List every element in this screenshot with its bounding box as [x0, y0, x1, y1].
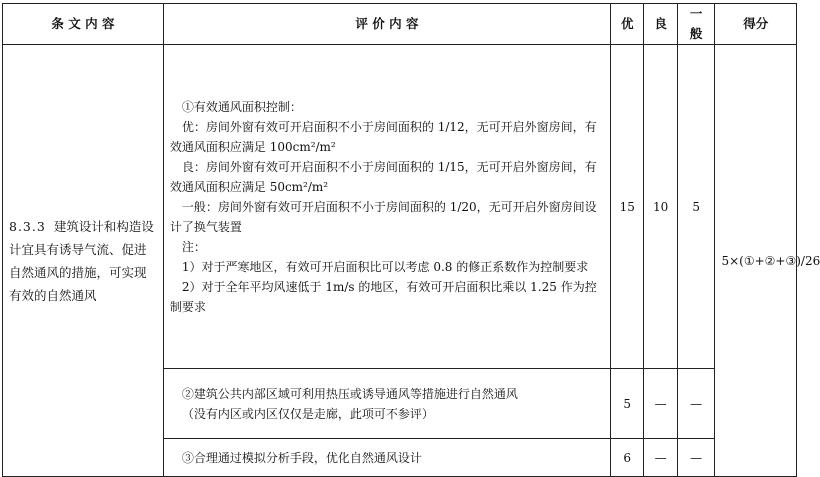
item2-good-score: — — [644, 369, 677, 439]
item2-excellent-score: 5 — [611, 369, 644, 439]
clause-text: 建筑设计和构造设计宜具有诱导气流、促进自然通风的措施，可实现有效的自然通风 — [9, 218, 154, 303]
header-score: 得分 — [715, 4, 797, 45]
item1-good-score: 10 — [644, 45, 677, 369]
clause-cell — [3, 45, 164, 477]
item3-text: ③合理通过模拟分析手段，优化自然通风设计 — [181, 450, 422, 465]
table-row — [3, 45, 797, 369]
item1-title: ①有效通风面积控制： — [181, 99, 302, 114]
item1-note-label: 注： — [181, 239, 206, 254]
item3-general-score: — — [677, 439, 715, 477]
item2-note: （没有内区或内区仅仅是走廊，此项可不参评） — [181, 406, 434, 421]
item2-evaluation — [163, 369, 610, 439]
item1-evaluation — [163, 45, 610, 369]
item1-note1: 1）对于严寒地区，有效可开启面积比可以考虑 0.8 的修正系数作为控制要求 — [181, 259, 589, 274]
item1-excellent-score: 15 — [611, 45, 644, 369]
item1-general-text: 一般：房间外窗有效可开启面积不小于房间面积的 1/20，无可开启外窗房间设计了换气装置 — [169, 199, 597, 234]
header-clause-content: 条 文 内 容 — [3, 4, 164, 45]
item1-note2: 2）对于全年平均风速低于 1m/s 的地区，有效可开启面积比乘以 1.25 作为控制要求 — [169, 279, 597, 314]
item3-excellent-score: 6 — [611, 439, 644, 477]
evaluation-table — [2, 3, 820, 477]
item3-good-score: — — [644, 439, 677, 477]
item2-text: ②建筑公共内部区域可利用热压或诱导通风等措施进行自然通风 — [181, 386, 518, 401]
item1-excellent-text: 优：房间外窗有效可开启面积不小于房间面积的 1/12，无可开启外窗房间，有效通风面积应满足 100cm²/m² — [169, 119, 597, 154]
item3-evaluation — [163, 439, 610, 477]
header-good: 良 — [644, 4, 677, 45]
header-row — [3, 4, 797, 45]
header-general: 一般 — [677, 4, 715, 45]
item1-general-score: 5 — [677, 45, 715, 369]
header-evaluation-content: 评 价 内 容 — [163, 4, 610, 45]
item2-general-score: — — [677, 369, 715, 439]
score-formula: 5×(①+②+③)/26 — [715, 45, 797, 477]
item1-good-text: 良：房间外窗有效可开启面积不小于房间面积的 1/15，无可开启外窗房间，有效通风面积应满足 50cm²/m² — [169, 159, 597, 194]
header-excellent: 优 — [611, 4, 644, 45]
clause-number: 8.3.3 — [9, 218, 46, 234]
